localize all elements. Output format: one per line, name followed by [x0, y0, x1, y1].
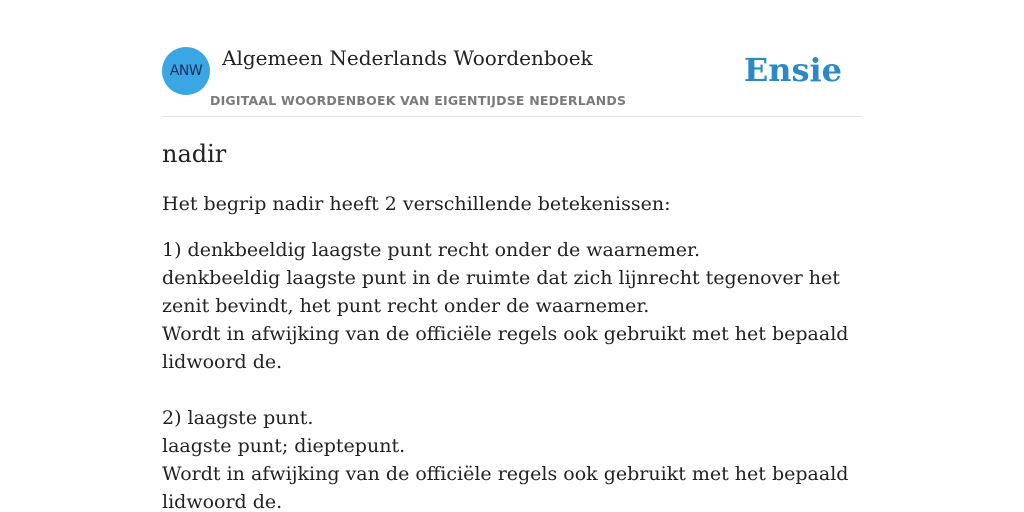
site-header [162, 46, 862, 117]
meaning-definition: denkbeeldig laagste punt in de ruimte dat zich lijnrecht tegenover het zenit bevindt, het punt recht onder de waarnemer. [162, 267, 840, 317]
meaning-definition: laagste punt; dieptepunt. [162, 435, 406, 457]
meaning-heading: 1) denkbeeldig laagste punt recht onder de waarnemer. [162, 239, 701, 261]
meaning-note: Wordt in afwijking van de officiële regels ook gebruikt met het bepaald lidwoord de. [162, 323, 849, 373]
entry-term: nadir [162, 140, 227, 168]
site-title[interactable]: Algemeen Nederlands Woordenboek [222, 46, 593, 70]
site-subtitle: DIGITAAL WOORDENBOEK VAN EIGENTIJDSE NEDERLANDS [210, 93, 627, 108]
entry-content [162, 138, 862, 512]
ensie-brand-link[interactable]: Ensie [743, 51, 842, 89]
anw-logo[interactable]: ANW [162, 47, 210, 95]
meaning-note: Wordt in afwijking van de officiële regels ook gebruikt met het bepaald lidwoord de. [162, 463, 849, 512]
entry-intro: Het begrip nadir heeft 2 verschillende betekenissen: [162, 193, 671, 215]
meaning-item [162, 236, 862, 376]
meaning-item [162, 404, 862, 512]
meaning-heading: 2) laagste punt. [162, 407, 314, 429]
